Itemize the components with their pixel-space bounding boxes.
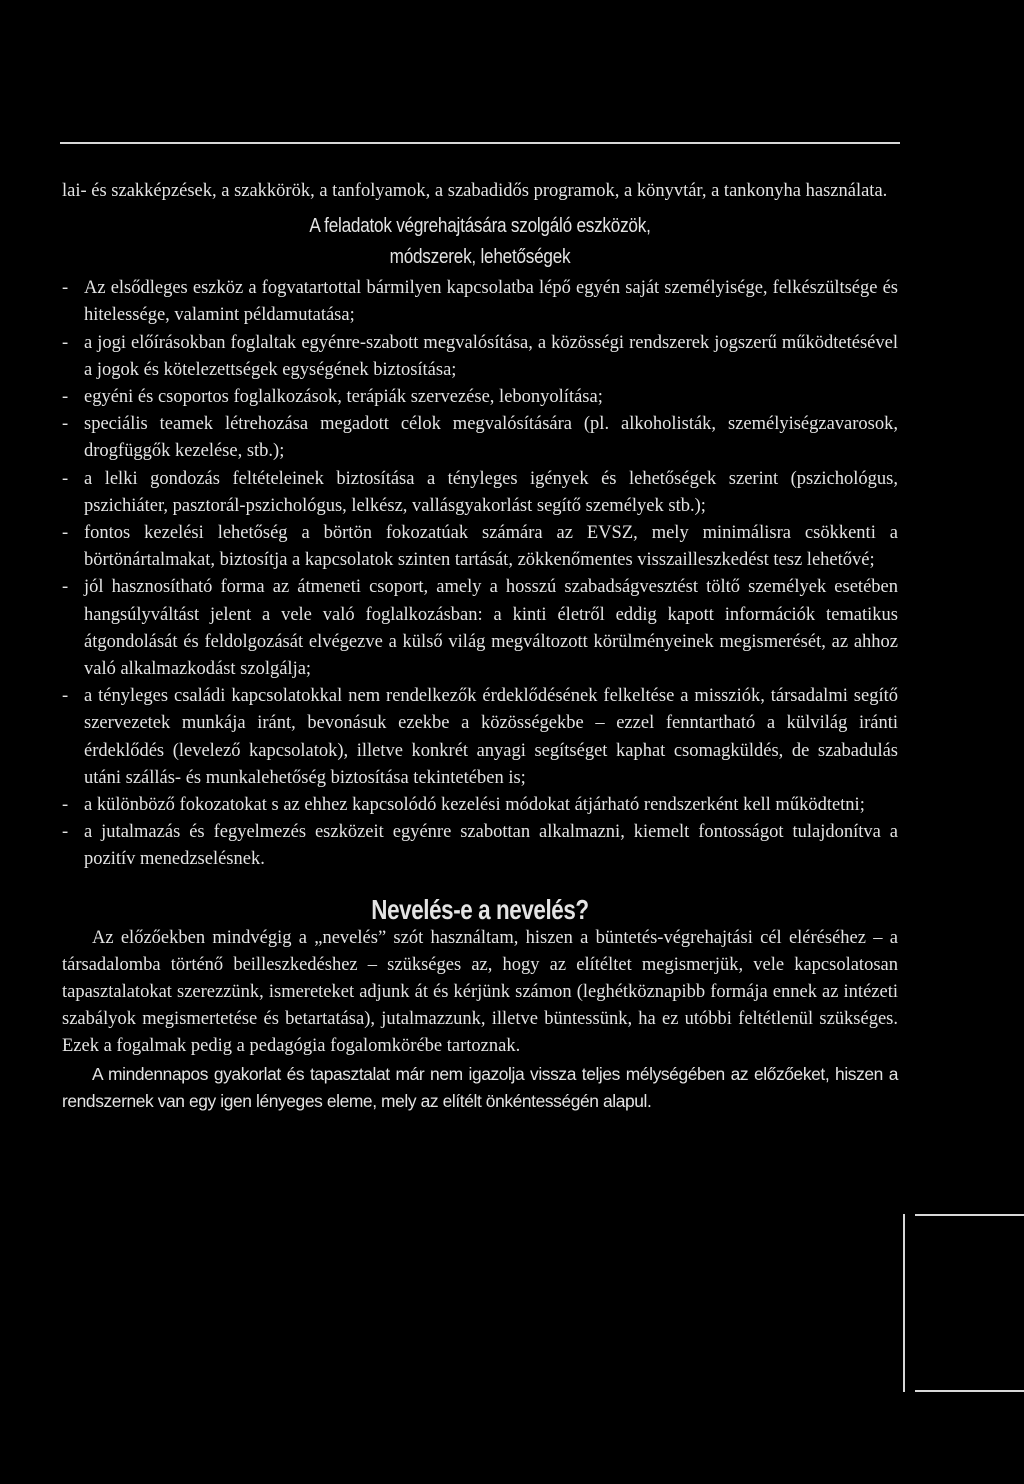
dash-bullet: - xyxy=(62,523,69,544)
list-item xyxy=(62,792,898,819)
list-item-text: a jogi előírásokban foglaltak egyénre-szabott megvalósítása, a közösségi rendszerek jogszerű működtetésével a jogok és kötelezettségek egységének biztosítása; xyxy=(84,332,898,380)
list-item xyxy=(62,574,898,683)
dash-bullet: - xyxy=(62,795,69,816)
list-item xyxy=(62,520,898,574)
list-item-text: jól hasznosítható forma az átmeneti csoport, amely a hosszú szabadságvesztést töltő személyek esetében hangsúlyváltást jelent a vele való foglalkozásban: a kinti életről eddig kapott információk tematikus átgondolását és feldolgozását elvégezve a külső világ megváltozott körülményeinek megismerését, az ahhoz való alkalmazkodást szolgálja; xyxy=(84,577,898,680)
list-item-text: fontos kezelési lehetőség a börtön fokozatúak számára az EVSZ, mely minimálisra csökkenti a börtönártalmakat, biztosítja a kapcsolatok szinten tartását, zökkenőmentes visszailleszkedést tesz lehetővé; xyxy=(84,523,898,571)
list-item-text: a jutalmazás és fegyelmezés eszközeit egyénre szabottan alkalmazni, kiemelt fontosságot tulajdonítva a pozitív menedzselésnek. xyxy=(84,822,898,870)
section-1-title-line-1: A feladatok végrehajtására szolgáló eszközök, xyxy=(309,215,651,238)
section-2-paragraph-1: Az előzőekben mindvégig a „nevelés” szót használtam, hiszen a büntetés-végrehajtási cél eléréséhez – a társadalomba történő beilleszkedéshez – szükséges az, hogy az elítéltet megismerjük, vele kapcsolatosan tapasztalatokat szerezzünk, ismereteket adjunk át és kérjünk számon (leghétköznapibb formája ennek az intézeti szabályok megismertetése és betartatása), jutalmazzunk, illetve büntessünk, ha ez utóbbi feltétlenül szükséges. Ezek a fogalmak pedig a pedagógia fogalomkörébe tartoznak. xyxy=(62,927,898,1057)
dash-bullet: - xyxy=(62,468,69,489)
dash-bullet: - xyxy=(62,387,69,408)
page-content xyxy=(62,178,898,1115)
list-item xyxy=(62,411,898,465)
dash-bullet: - xyxy=(62,686,69,707)
side-frame-decoration xyxy=(903,1214,1024,1392)
dash-bullet: - xyxy=(62,278,69,299)
section-1 xyxy=(62,211,898,873)
section-2 xyxy=(62,892,898,1115)
list-item xyxy=(62,384,898,411)
dash-bullet: - xyxy=(62,577,69,598)
list-item xyxy=(62,275,898,329)
list-item-text: a különböző fokozatokat s az ehhez kapcsolódó kezelési módokat átjárható rendszerként kell működtetni; xyxy=(84,795,865,816)
dash-bullet: - xyxy=(62,822,69,843)
section-2-title: Nevelés-e a nevelés? xyxy=(371,893,589,925)
list-item xyxy=(62,683,898,792)
list-item-text: egyéni és csoportos foglalkozások, terápiák szervezése, lebonyolítása; xyxy=(84,387,603,408)
side-frame-top-rule xyxy=(915,1214,1024,1216)
section-2-paragraph-2: A mindennapos gyakorlat és tapasztalat már nem igazolja vissza teljes mélységében az előzőeket, hiszen a rendszernek van egy igen lényeges eleme, mely az elítélt önkéntességén alapul. xyxy=(62,1063,898,1111)
list-item-text: speciális teamek létrehozása megadott célok megvalósítására (pl. alkoholisták, személyiségzavarosok, drogfüggők kezelése, stb.); xyxy=(84,414,898,462)
section-1-title-line-2: módszerek, lehetőségek xyxy=(389,246,571,269)
list-item xyxy=(62,466,898,520)
list-item-text: a tényleges családi kapcsolatokkal nem rendelkezők érdeklődésének felkeltése a missziók, társadalmi segítő szervezetek munkája iránt, bevonásuk ezekbe a közösségekbe – ezzel fenntartható a külvilág iránti érdeklődés (levelező kapcsolatok), illetve konkrét anyagi segítséget kaphat csomagküldés, de szabadulás utáni szállás- és munkalehetőség biztosítása tekintetében is; xyxy=(84,686,898,788)
side-frame-bottom-rule xyxy=(915,1390,1024,1392)
dash-bullet: - xyxy=(62,414,69,435)
dash-bullet: - xyxy=(62,332,69,353)
top-rule xyxy=(60,142,900,144)
intro-paragraph: lai- és szakképzések, a szakkörök, a tanfolyamok, a szabadidős programok, a könyvtár, a tankonyha használata. xyxy=(62,181,888,201)
list-item xyxy=(62,819,898,873)
list-item-text: Az elsődleges eszköz a fogvatartottal bármilyen kapcsolatba lépő egyén saját személyisége, felkészültsége és hitelessége, valamint példamutatása; xyxy=(84,278,898,326)
list-item xyxy=(62,330,898,384)
list-item-text: a lelki gondozás feltételeinek biztosítása a tényleges igények és lehetőségek szerint (pszichológus, pszichiáter, pasztorál-pszichológus, lelkész, vallásgyakorlást segítő személyek stb.); xyxy=(84,468,898,516)
